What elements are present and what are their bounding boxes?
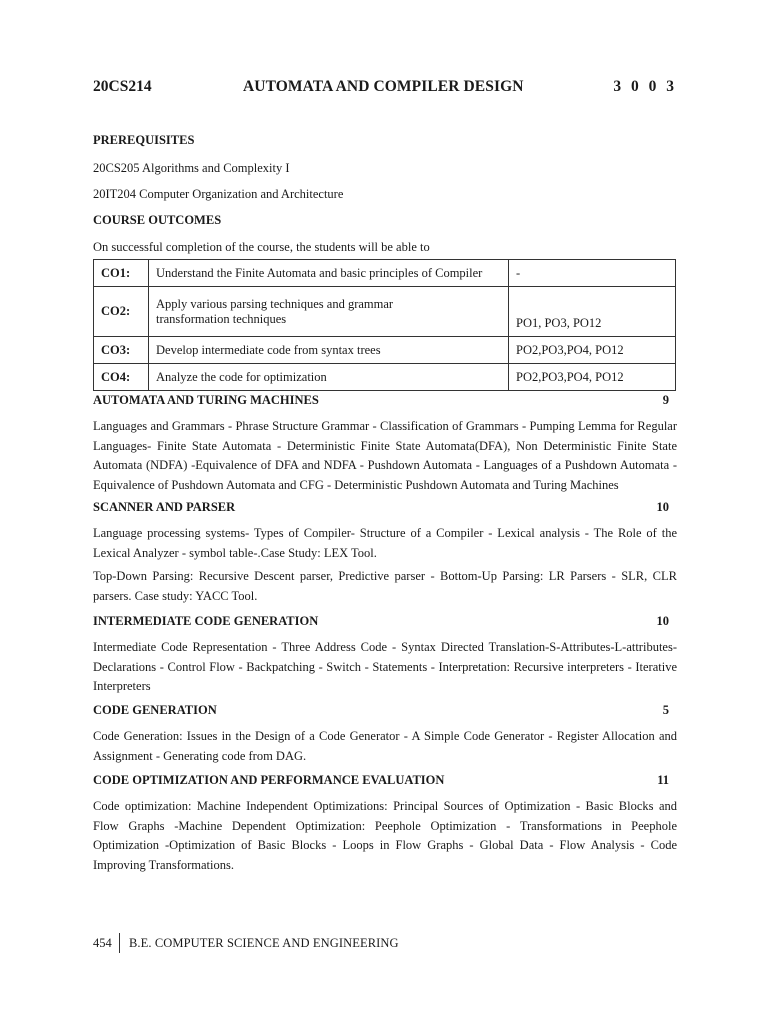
table-row <box>94 287 676 337</box>
page-number: 454 <box>93 936 112 950</box>
unit-content: Code Generation: Issues in the Design of a Code Generator - A Simple Code Generator - Register Allocation and Assignment - Generating code from DAG. <box>93 729 677 763</box>
course-title: AUTOMATA AND COMPILER DESIGN <box>243 78 524 95</box>
co-description-line: Develop intermediate code from syntax trees <box>156 342 381 357</box>
co-description-line: Apply various parsing techniques and grammar <box>156 296 394 311</box>
unit-content: Intermediate Code Representation - Three Address Code - Syntax Directed Translation-S-Attributes-L-attributes-Declarations - Control Flow - Backpatching - Switch - Statements - Interpretation: Recursive interpreters - Iterative Interpreters <box>93 640 677 693</box>
unit-content: Code optimization: Machine Independent Optimizations: Principal Sources of Optimization - Basic Blocks and Flow Graphs -Machine Dependent Optimization: Peephole Optimization - Transformations in Peephole Optimization -Optimization of Basic Blocks - Loops in Flow Graphs - Global Data - Flow Analysis - Code Improving Transformations. <box>93 799 677 872</box>
unit-heading <box>93 773 677 791</box>
co-description-line: Analyze the code for optimization <box>156 369 327 384</box>
table-row <box>94 364 676 391</box>
unit-title: CODE GENERATION <box>93 703 217 717</box>
unit-title: SCANNER AND PARSER <box>93 500 236 514</box>
co-label: CO2: <box>94 287 149 337</box>
unit-heading <box>93 703 677 721</box>
po-mapping: PO2,PO3,PO4, PO12 <box>509 364 676 391</box>
po-mapping: PO1, PO3, PO12 <box>509 287 676 337</box>
department-name: B.E. COMPUTER SCIENCE AND ENGINEERING <box>129 936 399 950</box>
unit-hours: 10 <box>656 614 669 628</box>
co-description-line: transformation techniques <box>156 311 287 326</box>
course-code: 20CS214 <box>93 78 152 95</box>
unit-heading <box>93 614 677 632</box>
po-mapping: - <box>509 260 676 287</box>
course-credits: 3 0 0 3 <box>613 78 677 95</box>
unit-title: CODE OPTIMIZATION AND PERFORMANCE EVALUATION <box>93 773 445 787</box>
unit-hours: 10 <box>656 500 669 514</box>
unit-heading <box>93 500 677 518</box>
unit-hours: 5 <box>662 703 669 717</box>
course-outcomes-table <box>93 259 676 391</box>
course-outcomes-heading: COURSE OUTCOMES <box>93 213 222 227</box>
po-mapping: PO2,PO3,PO4, PO12 <box>509 337 676 364</box>
unit-content: Languages and Grammars - Phrase Structure Grammar - Classification of Grammars - Pumping Lemma for Regular Languages- Finite State Automata - Deterministic Finite State Automata(DFA), Non Deterministic Finite State Automata (NDFA) -Equivalence of DFA and NDFA - Pushdown Automata - Languages of a Pushdown Automata - Equivalence of Pushdown Automata and CFG - Deterministic Pushdown Automata and Turing Machines <box>93 419 677 492</box>
unit-content: Language processing systems- Types of Compiler- Structure of a Compiler - Lexical analysis - The Role of the Lexical Analyzer - symbol table-.Case Study: LEX Tool. <box>93 526 677 560</box>
co-label: CO3: <box>94 337 149 364</box>
unit-hours: 9 <box>662 393 669 407</box>
table-row <box>94 337 676 364</box>
course-outcomes-intro: On successful completion of the course, the students will be able to <box>93 240 430 254</box>
table-row <box>94 260 676 287</box>
co-label: CO1: <box>94 260 149 287</box>
footer-divider <box>119 933 120 953</box>
unit-title: INTERMEDIATE CODE GENERATION <box>93 614 319 628</box>
co-description <box>149 337 509 364</box>
co-label: CO4: <box>94 364 149 391</box>
unit-heading <box>93 393 677 411</box>
prerequisites-heading: PREREQUISITES <box>93 133 195 147</box>
co-description <box>149 364 509 391</box>
course-header <box>93 78 677 100</box>
prerequisite-item: 20IT204 Computer Organization and Architecture <box>93 187 344 201</box>
co-description <box>149 260 509 287</box>
co-description <box>149 287 509 337</box>
unit-title: AUTOMATA AND TURING MACHINES <box>93 393 319 407</box>
prerequisite-item: 20CS205 Algorithms and Complexity I <box>93 161 290 175</box>
co-description-line: Understand the Finite Automata and basic principles of Compiler <box>156 265 483 280</box>
unit-hours: 11 <box>657 773 669 787</box>
unit-content: Top-Down Parsing: Recursive Descent parser, Predictive parser - Bottom-Up Parsing: LR Parsers - SLR, CLR parsers. Case study: YACC Tool. <box>93 569 677 603</box>
